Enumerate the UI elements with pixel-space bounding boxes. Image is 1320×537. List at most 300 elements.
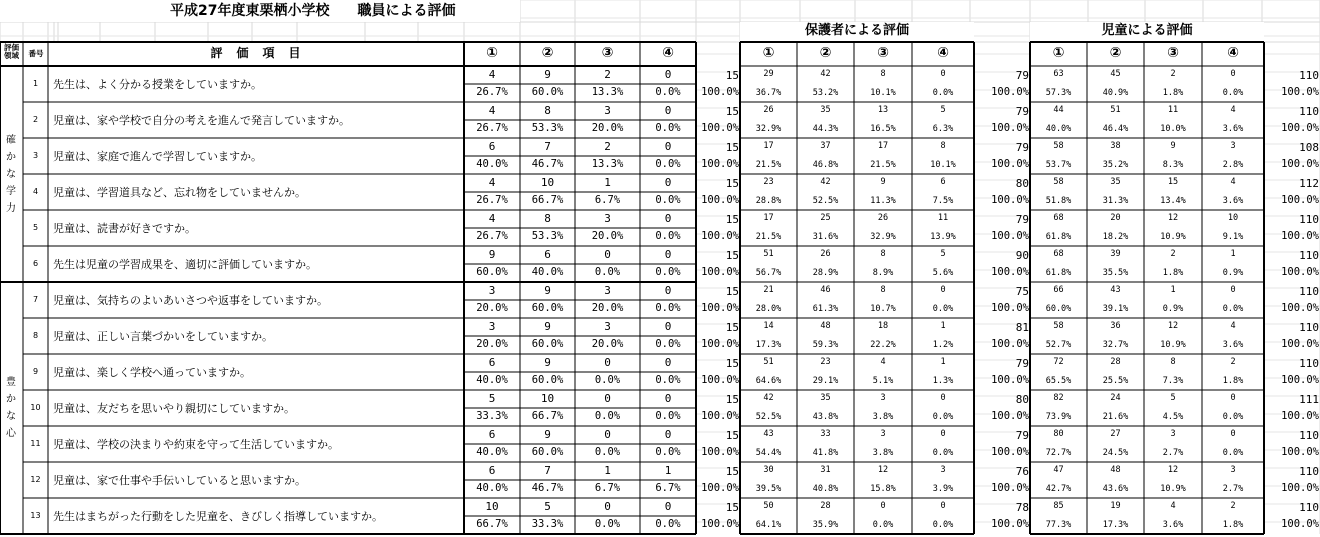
- row-number: 1: [32, 79, 39, 88]
- staff-percent: 0.0%: [594, 374, 621, 386]
- child-total-percent: 100.0%: [1281, 338, 1319, 350]
- parent-count: 26: [763, 105, 774, 115]
- parent-percent: 17.3%: [755, 340, 782, 350]
- parent-count: 0: [940, 69, 946, 79]
- staff-count: 10: [540, 176, 555, 189]
- question-text: 児童は、友だちを思いやり親切にしていますか。: [53, 402, 295, 415]
- child-percent: 52.7%: [1045, 340, 1072, 350]
- child-percent: 8.3%: [1162, 160, 1184, 170]
- child-percent: 53.7%: [1045, 160, 1072, 170]
- staff-percent: 40.0%: [476, 158, 508, 170]
- child-percent: 57.3%: [1045, 88, 1072, 98]
- staff-percent: 0.0%: [594, 518, 621, 530]
- staff-count: 0: [604, 428, 611, 441]
- staff-count: 10: [485, 500, 499, 513]
- parent-percent: 22.2%: [870, 340, 896, 350]
- child-total: 111: [1299, 393, 1319, 406]
- parent-percent: 29.1%: [812, 376, 839, 386]
- staff-percent: 0.0%: [594, 410, 621, 422]
- area-label: 豊かな心: [6, 377, 16, 439]
- parent-count: 0: [940, 501, 946, 511]
- child-percent: 31.3%: [1102, 196, 1129, 206]
- parent-count: 51: [763, 249, 774, 259]
- staff-percent: 60.0%: [531, 374, 564, 386]
- child-percent: 7.3%: [1162, 376, 1184, 386]
- child-count: 4: [1230, 105, 1236, 115]
- parent-count: 35: [820, 393, 831, 403]
- staff-total-percent: 100.0%: [701, 410, 739, 422]
- staff-percent: 0.0%: [655, 122, 681, 134]
- parent-percent: 32.9%: [755, 124, 782, 134]
- parent-count: 0: [940, 393, 946, 403]
- staff-total: 15: [725, 501, 739, 514]
- parent-percent: 10.1%: [930, 160, 956, 170]
- staff-count: 0: [664, 284, 672, 297]
- child-count: 0: [1230, 69, 1236, 79]
- parent-percent: 39.5%: [755, 484, 782, 494]
- parent-percent: 53.2%: [812, 88, 839, 98]
- parent-total: 76: [1015, 465, 1029, 478]
- child-percent: 0.9%: [1162, 304, 1184, 314]
- staff-percent: 60.0%: [531, 86, 564, 98]
- parent-total-percent: 100.0%: [991, 518, 1029, 530]
- child-count: 58: [1053, 177, 1064, 187]
- question-text: 児童は、家庭で進んで学習していますか。: [53, 150, 262, 163]
- parent-percent: 31.6%: [812, 232, 839, 242]
- child-total-percent: 100.0%: [1281, 482, 1319, 494]
- child-count: 4: [1230, 321, 1236, 331]
- parent-total-percent: 100.0%: [991, 446, 1029, 458]
- staff-count: 0: [604, 356, 611, 369]
- child-total: 108: [1299, 141, 1319, 154]
- child-percent: 1.8%: [1162, 268, 1184, 278]
- parent-count: 46: [820, 285, 831, 295]
- parent-percent: 5.6%: [932, 268, 954, 278]
- staff-count: 8: [544, 212, 551, 225]
- child-count: 47: [1053, 465, 1064, 475]
- question-text: 児童は、学校の決まりや約束を守って生活していますか。: [53, 438, 339, 451]
- child-percent: 2.7%: [1162, 448, 1184, 458]
- staff-percent: 13.3%: [591, 158, 624, 170]
- child-count: 36: [1110, 321, 1121, 331]
- child-percent: 2.7%: [1222, 484, 1244, 494]
- staff-percent: 13.3%: [591, 86, 624, 98]
- child-count: 2: [1230, 357, 1236, 367]
- parent-count: 35: [820, 105, 831, 115]
- child-count: 4: [1230, 177, 1236, 187]
- row-number: 6: [32, 259, 39, 268]
- parent-total: 79: [1015, 213, 1029, 226]
- staff-count: 0: [664, 140, 672, 153]
- parent-percent: 64.6%: [755, 376, 782, 386]
- staff-count: 9: [544, 428, 551, 441]
- staff-count: 9: [488, 248, 496, 261]
- parent-total-percent: 100.0%: [991, 158, 1029, 170]
- parent-total: 90: [1015, 249, 1029, 262]
- parent-percent: 21.5%: [755, 232, 782, 242]
- staff-total-percent: 100.0%: [701, 446, 739, 458]
- item-column-header: 評 価 項 目: [210, 46, 302, 60]
- child-percent: 35.5%: [1102, 268, 1129, 278]
- staff-count: 0: [664, 176, 672, 189]
- staff-percent: 40.0%: [476, 482, 508, 494]
- staff-percent: 0.0%: [655, 302, 681, 314]
- child-percent: 35.2%: [1102, 160, 1129, 170]
- staff-percent: 26.7%: [476, 194, 508, 206]
- staff-total-percent: 100.0%: [701, 122, 739, 134]
- child-percent: 3.6%: [1222, 196, 1244, 206]
- child-count: 3: [1230, 141, 1236, 151]
- child-total: 110: [1299, 501, 1319, 514]
- child-count: 1: [1170, 285, 1176, 295]
- row-number: 8: [32, 331, 39, 340]
- parent-count: 11: [937, 213, 949, 223]
- parent-total-percent: 100.0%: [991, 410, 1029, 422]
- staff-count: 1: [604, 464, 611, 477]
- staff-count: 5: [488, 392, 496, 405]
- child-total: 110: [1299, 357, 1319, 370]
- parent-percent: 0.0%: [932, 88, 954, 98]
- staff-count: 0: [664, 212, 672, 225]
- parent-total: 75: [1015, 285, 1029, 298]
- staff-percent: 26.7%: [476, 122, 508, 134]
- parent-count: 30: [763, 465, 774, 475]
- parent-percent: 13.9%: [930, 232, 956, 242]
- area-label: 確かな学力: [6, 134, 16, 214]
- child-percent: 40.0%: [1045, 124, 1072, 134]
- child-count: 68: [1053, 213, 1064, 223]
- child-count: 45: [1110, 69, 1121, 79]
- staff-percent: 0.0%: [655, 374, 681, 386]
- parent-count: 17: [877, 141, 889, 151]
- parent-count: 33: [820, 429, 831, 439]
- child-count: 15: [1167, 177, 1179, 187]
- child-count: 68: [1053, 249, 1064, 259]
- parent-count: 13: [877, 105, 889, 115]
- staff-count: 7: [544, 464, 551, 477]
- staff-count: 1: [604, 176, 611, 189]
- parent-total: 79: [1015, 105, 1029, 118]
- parent-total-percent: 100.0%: [991, 122, 1029, 134]
- staff-count: 3: [604, 104, 611, 117]
- parent-percent: 61.3%: [812, 304, 839, 314]
- child-percent: 61.8%: [1045, 232, 1072, 242]
- parent-count: 14: [763, 321, 774, 331]
- staff-choice-header: ③: [601, 45, 614, 61]
- staff-percent: 53.3%: [531, 122, 564, 134]
- parent-count: 0: [940, 429, 946, 439]
- parent-total: 80: [1015, 177, 1029, 190]
- staff-percent: 33.3%: [531, 518, 564, 530]
- child-percent: 73.9%: [1045, 412, 1072, 422]
- parent-percent: 40.8%: [812, 484, 839, 494]
- parent-count: 31: [820, 465, 831, 475]
- parent-percent: 52.5%: [755, 412, 782, 422]
- staff-percent: 6.7%: [655, 482, 681, 494]
- parent-percent: 11.3%: [870, 196, 896, 206]
- staff-percent: 6.7%: [594, 482, 621, 494]
- parent-total: 79: [1015, 141, 1029, 154]
- row-number: 11: [30, 439, 41, 448]
- child-percent: 3.6%: [1222, 340, 1244, 350]
- staff-count: 0: [664, 392, 672, 405]
- child-percent: 61.8%: [1045, 268, 1072, 278]
- parent-percent: 3.8%: [872, 412, 894, 422]
- parent-percent: 15.8%: [870, 484, 896, 494]
- child-choice-header: ④: [1227, 45, 1239, 61]
- parent-count: 8: [940, 141, 946, 151]
- parent-count: 42: [820, 177, 831, 187]
- child-percent: 0.9%: [1222, 268, 1244, 278]
- child-percent: 0.0%: [1222, 412, 1244, 422]
- staff-total: 15: [725, 357, 739, 370]
- staff-percent: 66.7%: [531, 410, 564, 422]
- staff-percent: 0.0%: [655, 86, 681, 98]
- parent-percent: 21.5%: [870, 160, 896, 170]
- parent-percent: 5.1%: [872, 376, 894, 386]
- child-count: 44: [1053, 105, 1064, 115]
- parent-count: 18: [877, 321, 889, 331]
- parent-count: 48: [820, 321, 831, 331]
- parent-count: 1: [940, 321, 946, 331]
- staff-percent: 0.0%: [655, 518, 681, 530]
- parent-percent: 54.4%: [755, 448, 782, 458]
- child-percent: 10.0%: [1160, 124, 1186, 134]
- parent-choice-header: ②: [819, 45, 832, 61]
- child-percent: 0.0%: [1222, 304, 1244, 314]
- child-count: 3: [1170, 429, 1176, 439]
- parent-percent: 32.9%: [870, 232, 896, 242]
- child-total-percent: 100.0%: [1281, 230, 1319, 242]
- staff-total-percent: 100.0%: [701, 302, 739, 314]
- child-count: 28: [1110, 357, 1121, 367]
- question-text: 先生はまちがった行動をした児童を、きびしく指導していますか。: [53, 510, 383, 523]
- staff-percent: 26.7%: [476, 86, 508, 98]
- parent-total-percent: 100.0%: [991, 230, 1029, 242]
- parent-percent: 0.0%: [872, 520, 894, 530]
- child-percent: 18.2%: [1102, 232, 1129, 242]
- question-text: 先生は児童の学習成果を、適切に評価していますか。: [53, 258, 317, 271]
- staff-count: 4: [488, 176, 496, 189]
- child-count: 8: [1170, 357, 1176, 367]
- child-count: 58: [1053, 141, 1064, 151]
- child-percent: 32.7%: [1102, 340, 1129, 350]
- staff-count: 4: [488, 104, 496, 117]
- staff-choice-header: ④: [662, 45, 674, 61]
- staff-count: 5: [544, 500, 551, 513]
- child-count: 4: [1170, 501, 1176, 511]
- parent-percent: 1.3%: [932, 376, 954, 386]
- staff-percent: 0.0%: [655, 158, 681, 170]
- staff-percent: 40.0%: [476, 374, 508, 386]
- parent-total-percent: 100.0%: [991, 266, 1029, 278]
- parent-percent: 0.0%: [932, 448, 954, 458]
- child-count: 51: [1110, 105, 1121, 115]
- child-percent: 3.6%: [1222, 124, 1244, 134]
- parent-percent: 0.0%: [932, 304, 954, 314]
- staff-count: 6: [488, 356, 496, 369]
- staff-count: 0: [664, 500, 672, 513]
- parent-percent: 7.5%: [932, 196, 954, 206]
- staff-percent: 60.0%: [531, 446, 564, 458]
- child-count: 0: [1230, 393, 1236, 403]
- child-total-percent: 100.0%: [1281, 518, 1319, 530]
- parent-count: 9: [880, 177, 886, 187]
- staff-count: 0: [664, 104, 672, 117]
- staff-percent: 20.0%: [591, 230, 624, 242]
- parent-percent: 21.5%: [755, 160, 782, 170]
- staff-total-percent: 100.0%: [701, 374, 739, 386]
- staff-percent: 20.0%: [591, 302, 624, 314]
- parent-count: 6: [940, 177, 946, 187]
- staff-count: 4: [488, 212, 496, 225]
- child-count: 10: [1227, 213, 1239, 223]
- staff-percent: 20.0%: [591, 338, 624, 350]
- staff-percent: 20.0%: [476, 302, 508, 314]
- child-count: 85: [1053, 501, 1064, 511]
- staff-total-percent: 100.0%: [701, 194, 739, 206]
- child-total: 110: [1299, 69, 1319, 82]
- parent-choice-header: ①: [762, 45, 775, 61]
- parent-count: 4: [880, 357, 886, 367]
- parent-count: 37: [820, 141, 831, 151]
- child-percent: 4.5%: [1162, 412, 1184, 422]
- question-text: 児童は、楽しく学校へ通っていますか。: [53, 366, 251, 379]
- child-count: 80: [1053, 429, 1064, 439]
- child-percent: 77.3%: [1045, 520, 1072, 530]
- child-total-percent: 100.0%: [1281, 86, 1319, 98]
- row-number: 4: [32, 187, 39, 196]
- staff-total: 15: [725, 465, 739, 478]
- parent-total-percent: 100.0%: [991, 194, 1029, 206]
- child-count: 63: [1053, 69, 1064, 79]
- child-count: 2: [1170, 249, 1176, 259]
- child-total: 110: [1299, 465, 1319, 478]
- staff-count: 3: [604, 212, 611, 225]
- child-count: 20: [1110, 213, 1121, 223]
- child-total: 110: [1299, 429, 1319, 442]
- staff-percent: 33.3%: [476, 410, 508, 422]
- parent-percent: 28.0%: [755, 304, 782, 314]
- parent-count: 50: [763, 501, 774, 511]
- child-choice-header: ②: [1109, 45, 1122, 61]
- child-percent: 13.4%: [1160, 196, 1186, 206]
- parent-count: 29: [763, 69, 774, 79]
- staff-percent: 53.3%: [531, 230, 564, 242]
- staff-percent: 0.0%: [655, 446, 681, 458]
- staff-choice-header: ①: [486, 45, 498, 61]
- parent-percent: 10.7%: [870, 304, 896, 314]
- staff-percent: 60.0%: [531, 338, 564, 350]
- child-percent: 1.8%: [1222, 376, 1244, 386]
- child-percent: 25.5%: [1102, 376, 1129, 386]
- staff-percent: 60.0%: [476, 266, 508, 278]
- staff-total-percent: 100.0%: [701, 482, 739, 494]
- parent-total: 79: [1015, 357, 1029, 370]
- parent-percent: 3.9%: [932, 484, 954, 494]
- parent-count: 21: [763, 285, 774, 295]
- child-count: 3: [1230, 465, 1236, 475]
- parent-count: 23: [763, 177, 774, 187]
- child-count: 27: [1110, 429, 1121, 439]
- parent-percent: 28.8%: [755, 196, 782, 206]
- child-count: 12: [1167, 465, 1179, 475]
- child-total: 110: [1299, 249, 1319, 262]
- staff-count: 0: [664, 248, 672, 261]
- child-count: 35: [1110, 177, 1121, 187]
- child-eval-header: 児童による評価: [1101, 23, 1193, 38]
- parent-total: 79: [1015, 429, 1029, 442]
- parent-percent: 1.2%: [932, 340, 954, 350]
- staff-total: 15: [725, 177, 739, 190]
- staff-percent: 0.0%: [655, 230, 681, 242]
- parent-count: 26: [877, 213, 889, 223]
- staff-percent: 46.7%: [531, 158, 564, 170]
- row-number: 5: [32, 223, 39, 232]
- child-count: 82: [1053, 393, 1064, 403]
- child-count: 9: [1170, 141, 1176, 151]
- staff-count: 8: [544, 104, 551, 117]
- child-count: 24: [1110, 393, 1121, 403]
- child-count: 48: [1110, 465, 1121, 475]
- staff-count: 9: [544, 284, 551, 297]
- child-total-percent: 100.0%: [1281, 446, 1319, 458]
- page-title: 平成27年度東栗栖小学校 職員による評価: [170, 3, 456, 19]
- parent-total-percent: 100.0%: [991, 482, 1029, 494]
- row-number: 12: [30, 475, 41, 484]
- child-percent: 24.5%: [1102, 448, 1129, 458]
- parent-count: 8: [880, 69, 886, 79]
- child-total-percent: 100.0%: [1281, 122, 1319, 134]
- staff-total-percent: 100.0%: [701, 518, 739, 530]
- staff-percent: 40.0%: [531, 266, 564, 278]
- staff-percent: 6.7%: [594, 194, 621, 206]
- child-percent: 51.8%: [1045, 196, 1072, 206]
- staff-count: 7: [544, 140, 551, 153]
- child-percent: 60.0%: [1045, 304, 1072, 314]
- parent-count: 0: [880, 501, 886, 511]
- child-count: 66: [1053, 285, 1064, 295]
- staff-total: 15: [725, 393, 739, 406]
- child-percent: 1.8%: [1162, 88, 1184, 98]
- staff-count: 6: [488, 140, 496, 153]
- staff-percent: 40.0%: [476, 446, 508, 458]
- parent-percent: 3.8%: [872, 448, 894, 458]
- staff-percent: 0.0%: [655, 338, 681, 350]
- child-total: 110: [1299, 285, 1319, 298]
- parent-percent: 56.7%: [755, 268, 782, 278]
- staff-percent: 0.0%: [655, 410, 681, 422]
- child-total: 112: [1299, 177, 1319, 190]
- parent-count: 3: [940, 465, 946, 475]
- staff-count: 0: [664, 428, 672, 441]
- staff-percent: 26.7%: [476, 230, 508, 242]
- staff-percent: 60.0%: [531, 302, 564, 314]
- parent-percent: 59.3%: [812, 340, 839, 350]
- child-percent: 3.6%: [1162, 520, 1184, 530]
- staff-count: 6: [488, 464, 496, 477]
- parent-total-percent: 100.0%: [991, 374, 1029, 386]
- staff-percent: 66.7%: [531, 194, 564, 206]
- staff-total-percent: 100.0%: [701, 230, 739, 242]
- parent-count: 23: [820, 357, 831, 367]
- child-count: 12: [1167, 213, 1179, 223]
- child-count: 0: [1230, 285, 1236, 295]
- parent-count: 43: [763, 429, 774, 439]
- parent-count: 8: [880, 249, 886, 259]
- staff-percent: 0.0%: [594, 446, 621, 458]
- staff-count: 0: [664, 356, 672, 369]
